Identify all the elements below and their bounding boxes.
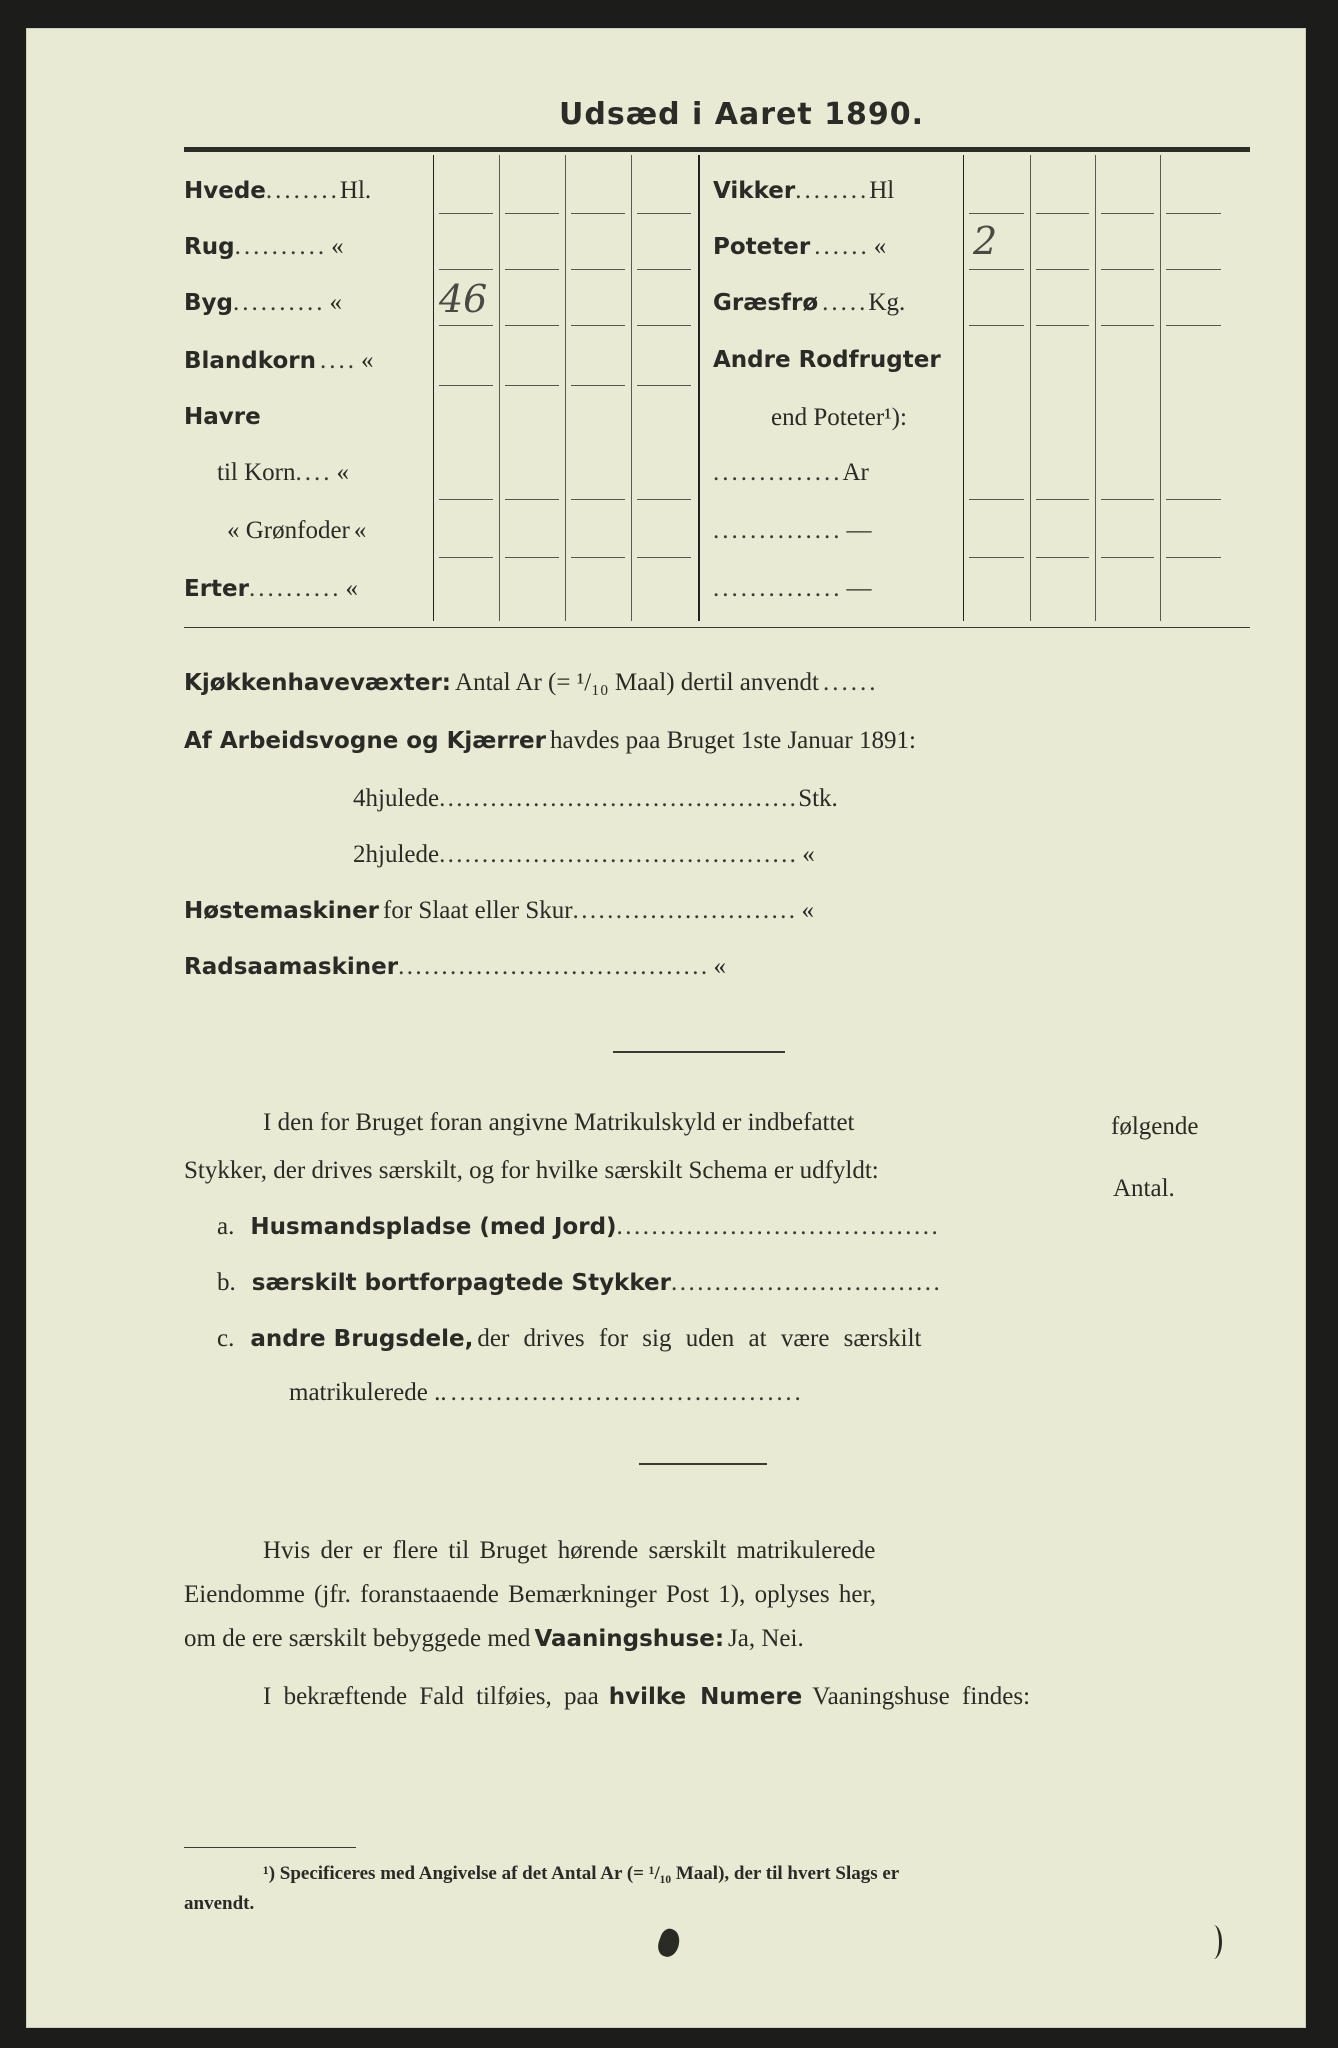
bekraeft-line: [263, 1683, 1030, 1711]
cell-dash: [439, 269, 493, 270]
radsaa-label: Radsaamaskiner: [184, 954, 399, 980]
cell-dash: [1101, 269, 1154, 270]
cell-dash: [505, 499, 559, 500]
row-graesfro: [713, 289, 905, 317]
cell-dash: [1101, 499, 1154, 500]
row-ar-3: [713, 575, 872, 603]
row-dots: ......: [814, 233, 870, 260]
vogne-line: [184, 727, 916, 755]
bekraeft-text2: Vaaningshuse findes:: [812, 1683, 1031, 1710]
page-title: Udsæd i Aaret 1890.: [559, 97, 925, 132]
grid-line: [1095, 155, 1096, 621]
row-end-poteter: [771, 404, 907, 432]
footnote-line1: ¹) Specificeres med Angivelse af det Antal Ar (= ¹/₁₀ Maal), der til hvert Slags er: [263, 1863, 900, 1884]
hoste-label: Høstemaskiner: [184, 898, 380, 924]
cell-dash: [505, 269, 559, 270]
item-letter: a.: [217, 1213, 235, 1240]
handwritten-poteter: 2: [973, 219, 998, 263]
item-a: [217, 1213, 940, 1241]
left-col-divider: [433, 155, 434, 621]
kjokken-dots: ......: [822, 669, 879, 696]
hvis-text: om de ere særskilt bebyggede med: [184, 1625, 531, 1652]
row-rug: [184, 233, 344, 261]
grid-line: [1160, 155, 1161, 621]
item-letter: b.: [217, 1269, 236, 1296]
row-label: « Grønfoder: [227, 517, 350, 544]
cell-dash: [637, 213, 691, 214]
handwritten-byg: 46: [439, 277, 488, 321]
row-dots: ..............: [713, 517, 843, 544]
cell-dash: [1036, 499, 1089, 500]
cell-dash: [969, 557, 1024, 558]
row-dots: .....: [822, 289, 869, 316]
section-divider: [639, 1463, 767, 1465]
form-page: [26, 28, 1306, 2028]
footnote-rule: [184, 1847, 356, 1848]
vogne-label: Af Arbeidsvogne og Kjærrer: [184, 728, 547, 754]
row-dots: ........: [265, 177, 340, 204]
row-label: Hvede: [184, 178, 266, 204]
item-c-line2: [289, 1379, 804, 1407]
hjulede2-line: [353, 841, 815, 869]
cell-dash: [1166, 557, 1221, 558]
row-dots: ....: [319, 347, 357, 374]
hoste-text: for Slaat eller Skur: [383, 897, 573, 924]
hjulede4-unit: Stk.: [798, 785, 838, 812]
bekraeft-bold: hvilke Numere: [608, 1684, 803, 1710]
grid-line: [631, 155, 632, 621]
cell-dash: [439, 385, 493, 386]
radsaa-dots: ....................................: [398, 953, 710, 980]
row-ar-2: [713, 517, 872, 545]
cell-dash: [1036, 325, 1089, 326]
row-erter: [184, 575, 358, 603]
cell-dash: [439, 213, 493, 214]
hoste-unit: «: [801, 897, 814, 924]
hjulede4-label: 4hjulede: [353, 785, 440, 812]
vogne-text: havdes paa Bruget 1ste Januar 1891:: [550, 727, 916, 754]
cell-dash: [439, 557, 493, 558]
row-dots: ..........: [234, 233, 328, 260]
row-label: Byg: [184, 290, 233, 316]
cell-dash: [1101, 325, 1154, 326]
ink-blot: [655, 1926, 683, 1959]
cell-dash: [571, 557, 625, 558]
row-unit: «: [329, 289, 342, 316]
cell-dash: [1166, 499, 1221, 500]
item-dots: .....................................: [616, 1213, 941, 1240]
hoste-line: [184, 897, 814, 925]
row-unit: «: [336, 459, 349, 486]
cell-dash: [637, 325, 691, 326]
cell-dash: [571, 325, 625, 326]
footnote-line2: anvendt.: [184, 1893, 255, 1914]
kjokken-label: Kjøkkenhavevæxter:: [184, 670, 452, 696]
cell-dash: [439, 325, 493, 326]
cell-dash: [505, 385, 559, 386]
row-label: Poteter: [713, 234, 811, 260]
cell-dash: [1101, 557, 1154, 558]
row-label: Græsfrø: [713, 290, 819, 316]
row-unit: «: [353, 517, 367, 544]
bekraeft-text: I bekræftende Fald tilføies, paa: [263, 1683, 599, 1710]
hjulede4-dots: ..........................................: [439, 785, 799, 812]
matrikul-line2: Stykker, der drives særskilt, og for hvilke særskilt Schema er udfyldt:: [184, 1157, 879, 1184]
item-dots: ...............................: [670, 1269, 943, 1296]
row-dots: ..........: [233, 289, 326, 316]
row-ar-1: [713, 459, 869, 487]
row-dots: ........: [795, 177, 870, 204]
cell-dash: [969, 269, 1024, 270]
cell-dash: [571, 385, 625, 386]
row-unit: —: [846, 575, 872, 602]
cell-dash: [1036, 269, 1089, 270]
item-b: [217, 1269, 942, 1297]
row-byg: [184, 289, 342, 317]
hoste-dots: ..........................: [572, 897, 798, 924]
radsaa-line: [184, 953, 726, 981]
row-vikker: [713, 177, 894, 205]
matrikul-line1: I den for Bruget foran angivne Matrikulskyld er indbefattet: [263, 1109, 855, 1136]
cell-dash: [637, 385, 691, 386]
row-unit: —: [846, 517, 872, 544]
cell-dash: [439, 499, 493, 500]
hjulede2-unit: «: [802, 841, 815, 868]
item-text: der drives for sig uden at være særskilt: [477, 1325, 922, 1352]
row-unit: «: [873, 233, 887, 260]
row-label: Blandkorn: [184, 348, 316, 374]
hvis-line1: Hvis der er flere til Bruget hørende særskilt matrikulerede: [263, 1537, 876, 1564]
center-divider: [698, 155, 700, 621]
matrikul-folgende: følgende: [1111, 1113, 1199, 1140]
row-andre-rodfrugter: [713, 347, 941, 373]
hvis-line2: Eiendomme (jfr. foranstaaende Bemærkninger Post 1), oplyses her,: [184, 1581, 877, 1608]
cell-dash: [969, 213, 1024, 214]
row-label: Havre: [184, 404, 261, 430]
row-label: til Korn: [217, 459, 296, 486]
kjokken-line: [184, 669, 878, 697]
hjulede2-label: 2hjulede: [353, 841, 440, 868]
item-c: [217, 1325, 921, 1353]
grid-line: [499, 155, 500, 621]
radsaa-unit: «: [713, 953, 727, 980]
cell-dash: [505, 325, 559, 326]
hvis-line3: [184, 1625, 804, 1653]
cell-dash: [1166, 213, 1221, 214]
item-label: Husmandspladse (med Jord): [250, 1214, 617, 1240]
ink-mark: [1205, 1925, 1222, 1959]
hjulede2-dots: ..........................................: [439, 841, 799, 868]
hvis-bold: Vaaningshuse:: [534, 1626, 725, 1652]
row-poteter: [713, 233, 886, 261]
cell-dash: [571, 213, 625, 214]
cell-dash: [505, 557, 559, 558]
grid-line: [1030, 155, 1031, 621]
grid-line: [565, 155, 566, 621]
cell-dash: [637, 269, 691, 270]
cell-dash: [505, 213, 559, 214]
row-label: Rug: [184, 234, 235, 260]
cell-dash: [1101, 213, 1154, 214]
right-col-divider: [963, 155, 964, 621]
row-unit: Hl.: [339, 177, 372, 204]
row-unit: «: [345, 575, 358, 602]
cell-dash: [571, 269, 625, 270]
row-til-korn: [217, 459, 349, 487]
table-bottom-rule: [184, 627, 1250, 628]
row-havre: [184, 404, 261, 430]
cell-dash: [637, 499, 691, 500]
item-label: andre Brugsdele,: [250, 1326, 474, 1352]
item-letter: c.: [217, 1325, 235, 1352]
item-c-label2: matrikulerede ..: [289, 1379, 447, 1406]
cell-dash: [969, 499, 1024, 500]
antal-header: Antal.: [1113, 1175, 1175, 1202]
row-hvede: [184, 177, 371, 205]
hjulede4-line: [353, 785, 838, 813]
section-divider: [613, 1051, 785, 1053]
hvis-answer: Ja, Nei.: [728, 1625, 804, 1652]
row-unit: «: [331, 233, 344, 260]
row-unit: Hl: [869, 177, 895, 204]
cell-dash: [969, 325, 1024, 326]
row-label: Vikker: [713, 178, 796, 204]
row-label: Andre Rodfrugter: [713, 347, 941, 373]
row-dots: ..............: [713, 575, 843, 602]
table-top-rule: [184, 147, 1250, 152]
cell-dash: [571, 499, 625, 500]
row-unit: Ar: [842, 459, 869, 486]
item-dots: .......................................: [450, 1379, 804, 1406]
row-label: end Poteter¹):: [771, 404, 907, 431]
row-dots: ....: [295, 459, 333, 486]
cell-dash: [1036, 557, 1089, 558]
row-gronfoder: [227, 517, 366, 545]
row-unit: «: [360, 347, 374, 374]
row-label: Erter: [184, 576, 249, 602]
cell-dash: [637, 557, 691, 558]
kjokken-text: Antal Ar (= ¹/₁₀ Maal) dertil anvendt: [455, 669, 819, 696]
row-dots: ..............: [713, 459, 843, 486]
cell-dash: [1166, 269, 1221, 270]
row-dots: ..........: [249, 575, 342, 602]
cell-dash: [1036, 213, 1089, 214]
cell-dash: [1166, 325, 1221, 326]
row-unit: Kg.: [868, 289, 906, 316]
row-blandkorn: [184, 347, 373, 375]
item-label: særskilt bortforpagtede Stykker: [251, 1270, 671, 1296]
